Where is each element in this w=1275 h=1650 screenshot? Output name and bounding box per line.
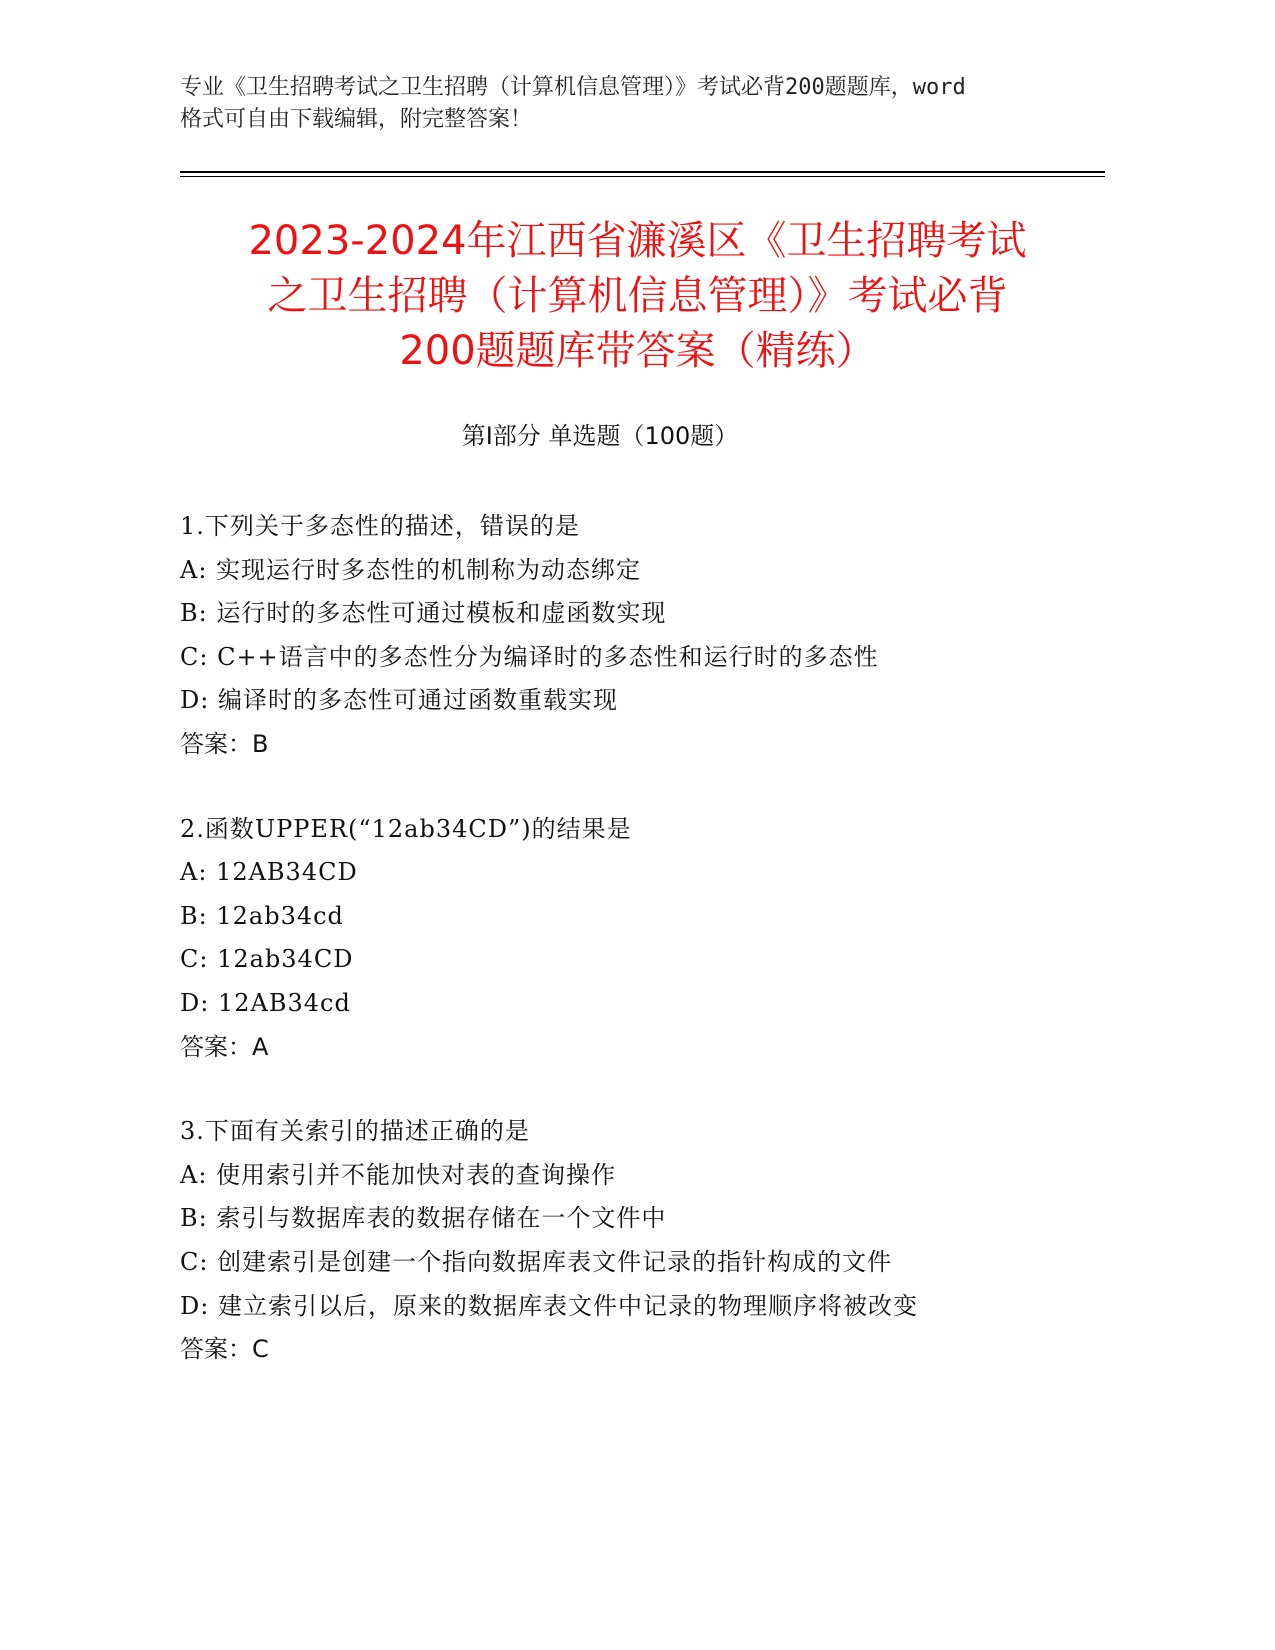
header-note-line-2: 格式可自由下载编辑，附完整答案！ [180, 107, 533, 132]
option-b: B: 索引与数据库表的数据存储在一个文件中 [180, 1204, 667, 1233]
header-note [180, 72, 1080, 136]
section-heading: 第I部分 单选题（100题） [461, 422, 739, 450]
option-b: B: 运行时的多态性可通过模板和虚函数实现 [180, 599, 667, 628]
answer: 答案：B [180, 729, 269, 758]
option-c: C: 创建索引是创建一个指向数据库表文件记录的指针构成的文件 [180, 1247, 893, 1276]
option-a: A: 12AB34CD [180, 858, 358, 887]
question-3 [180, 1110, 1140, 1372]
document-title [150, 214, 1125, 379]
answer: 答案：A [180, 1032, 269, 1061]
option-d: D: 12AB34cd [180, 988, 351, 1017]
question-stem: 3.下面有关索引的描述正确的是 [180, 1117, 530, 1146]
option-b: B: 12ab34cd [180, 901, 344, 930]
header-divider-thick [180, 171, 1105, 173]
question-1 [180, 505, 1140, 767]
answer: 答案：C [180, 1335, 269, 1364]
question-stem: 1.下列关于多态性的描述，错误的是 [180, 512, 580, 540]
question-2 [180, 808, 1140, 1070]
option-d: D: 编译时的多态性可通过函数重载实现 [180, 686, 618, 715]
document-title-line-3: 200题题库带答案（精练） [399, 328, 876, 374]
question-stem: 2.函数UPPER(“12ab34CD”)的结果是 [180, 814, 632, 843]
option-d: D: 建立索引以后，原来的数据库表文件中记录的物理顺序将被改变 [180, 1291, 918, 1320]
option-a: A: 实现运行时多态性的机制称为动态绑定 [180, 555, 642, 584]
document-title-line-2: 之卫生招聘（计算机信息管理）》考试必背 [267, 273, 1008, 319]
header-divider-thin [180, 176, 1105, 177]
option-c: C: 12ab34CD [180, 945, 354, 974]
option-a: A: 使用索引并不能加快对表的查询操作 [180, 1160, 617, 1189]
document-title-line-1: 2023-2024年江西省濂溪区《卫生招聘考试 [248, 218, 1027, 264]
header-note-line-1: 专业《卫生招聘考试之卫生招聘（计算机信息管理）》考试必背200题题库，word [180, 75, 966, 100]
question-list [180, 505, 1140, 1413]
option-c: C: C++语言中的多态性分为编译时的多态性和运行时的多态性 [180, 642, 879, 671]
